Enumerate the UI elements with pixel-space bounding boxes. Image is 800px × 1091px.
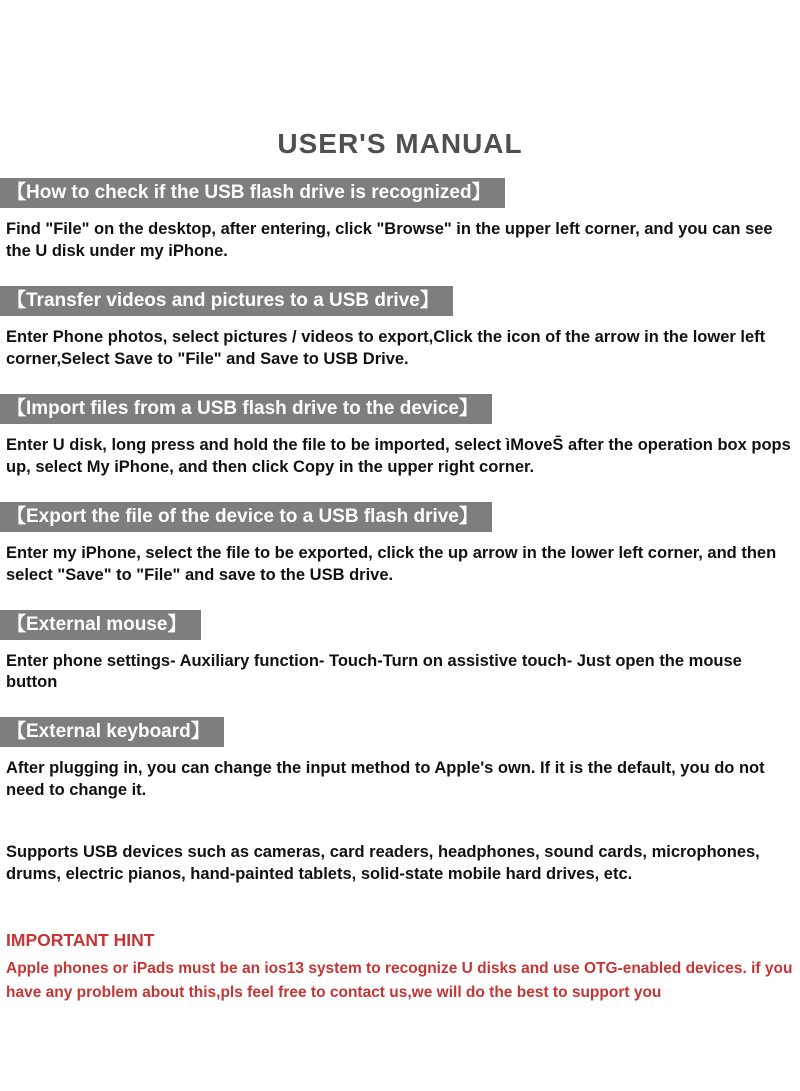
important-hint-title: IMPORTANT HINT [6,930,155,951]
section-import-files [0,394,800,479]
section-header: 【Import files from a USB flash drive to the device】 [0,394,492,424]
section-usb-recognized [0,178,800,263]
section-body: Enter phone settings- Auxiliary function- Touch-Turn on assistive touch- Just open the mouse button [6,651,742,692]
section-external-keyboard [0,717,800,802]
section-body: Find "File" on the desktop, after entering, click "Browse" in the upper left corner, and you can see the U disk under my iPhone. [6,220,773,260]
section-transfer-videos [0,286,800,371]
section-body: After plugging in, you can change the input method to Apple's own. If it is the default, you do not need to change it. [6,759,765,800]
section-body: Enter U disk, long press and hold the file to be imported, select ìMoveS̄ after the operation box pops up, select My iPhone, and then click Copy in the upper right corner. [6,435,791,476]
section-header: 【External mouse】 [0,610,201,640]
section-body: Enter my iPhone, select the file to be exported, click the up arrow in the lower left corner, and then select "Save" to "File" and save to the USB drive. [6,543,777,584]
important-hint-body: Apple phones or iPads must be an ios13 system to recognize U disks and use OTG-enabled devices. if you have any problem about this,pls feel free to contact us,we will do the best to support you [6,960,793,1002]
section-external-mouse [0,610,800,695]
section-header: 【Export the file of the device to a USB flash drive】 [0,502,492,532]
section-header: 【Transfer videos and pictures to a USB drive】 [0,286,453,316]
supported-devices-text: Supports USB devices such as cameras, card readers, headphones, sound cards, microphones, drums, electric pianos, hand-painted tablets, solid-state mobile hard drives, etc. [6,843,760,884]
section-header: 【How to check if the USB flash drive is recognized】 [0,178,505,208]
section-body: Enter Phone photos, select pictures / videos to export,Click the icon of the arrow in the lower left corner,Select Save to "File" and Save to USB Drive. [6,327,766,368]
page-title: USER'S MANUAL [277,128,523,159]
section-header: 【External keyboard】 [0,717,224,747]
section-export-files [0,502,800,587]
